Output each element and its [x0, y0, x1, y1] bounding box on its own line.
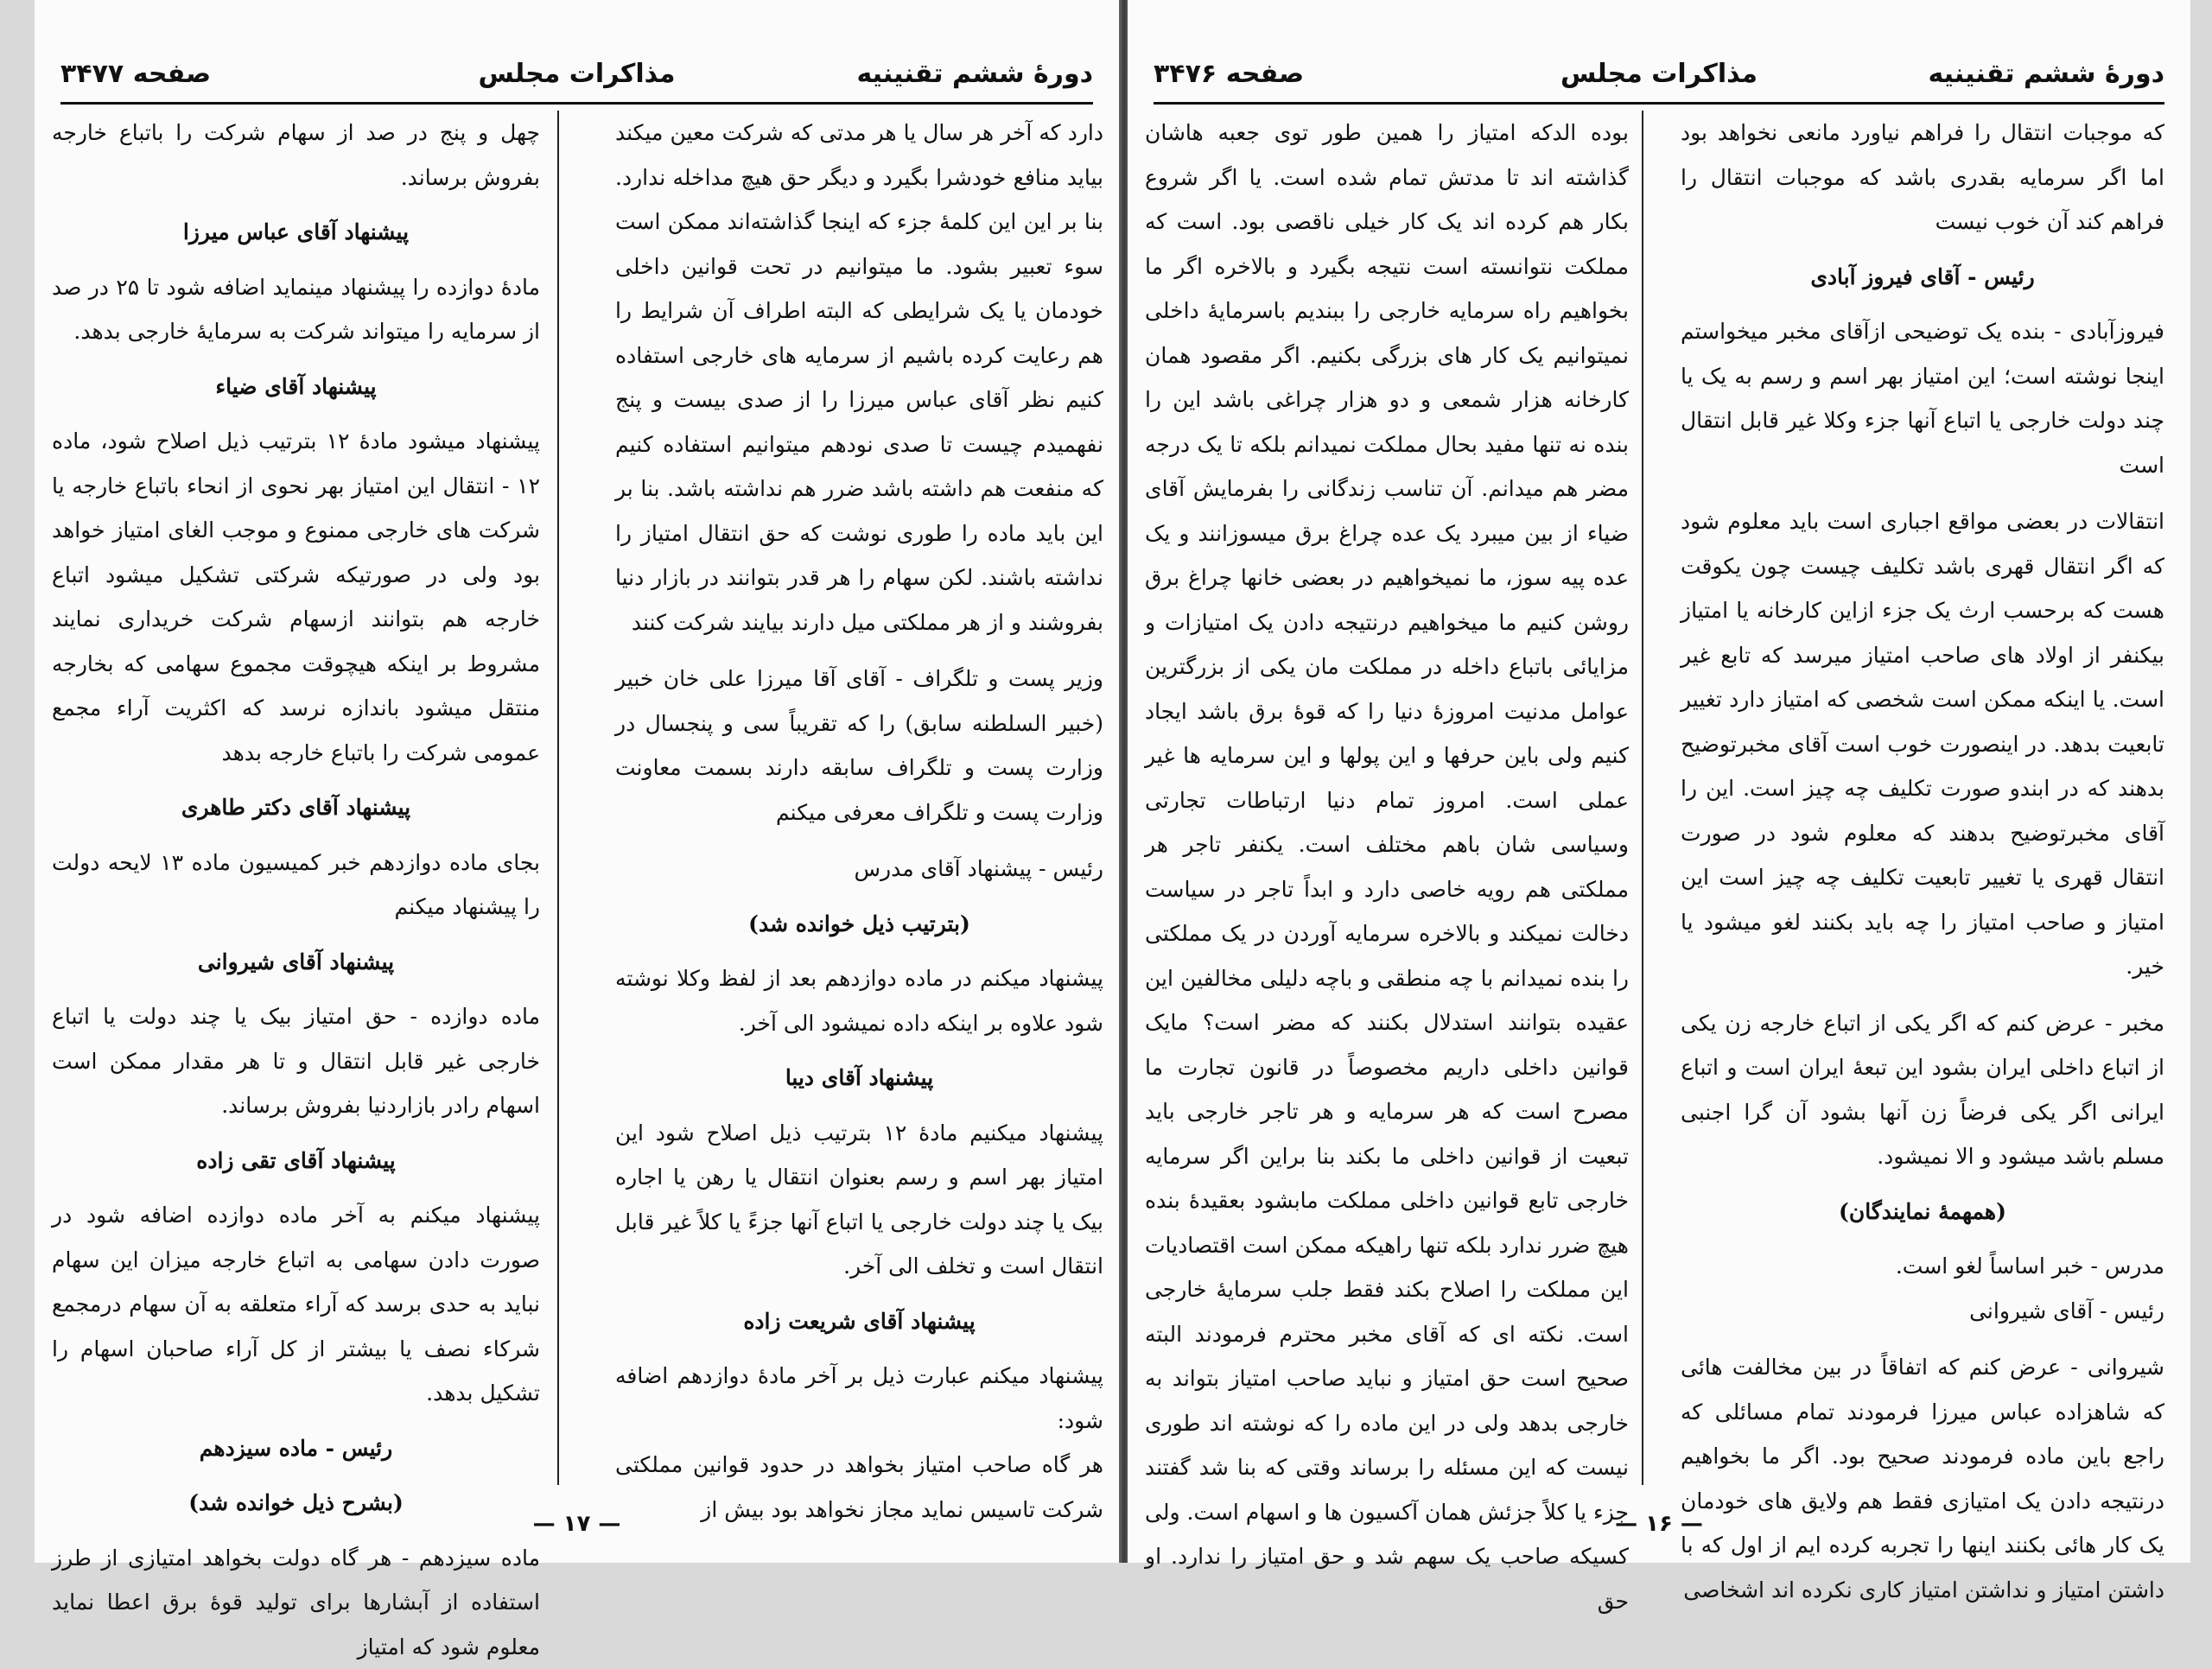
right-header-title: مذاکرات مجلس	[1560, 59, 1758, 89]
section-heading: پیشنهاد آقای دکتر طاهری	[52, 785, 540, 830]
text-paragraph: بوده الدکه امتیاز را همین طور توی جعبه هاشان گذاشته اند تا مدتش تمام شده است. یا اگر شروع بکار هم کرده اند یک کار خیلی ناقصی بود. است که مملکت نتوانسته است نتیجه بگیرد و بالاخره اگر ما بخواهیم راه سرمایه خارجی را ببندیم باسرمایهٔ داخلی نمیتوانیم یک کار های بزرگی بکنیم. اگر مقصود همان کارخانه هزار شمعی و دو هزار چراغی باشد این را بنده نه تنها مفید بحال مملکت نمیدانم بلکه تا یک درجه مضر هم میدانم. آن تناسب زندگانی را بفرمایش آقای ضیاء از بین میبرد یک عده چراغ برق میسوزانند و یک عده پیه سوز، ما نمیخواهیم در بعضی خانها چراغ برق روشن کنیم ما میخواهیم درنتیجه دادن یک امتیازات و مزایائی باتباع داخله در مملکت مان یکی از بزرگترین عوامل مدنیت امروزهٔ دنیا را که قوهٔ برق باشد ایجاد کنیم ولی باین حرفها و این پولها و این سرمایه ها غیر عملی است. امروز تمام دنیا ارتباطات تجارتی وسیاسی شان باهم مختلف است. یکنفر تاجر هر مملکتی هم رویه خاصی دارد و ابداً تاجر در سیاست دخالت نمیکند و بالاخره سرمایه آوردن در یک مملکتی را بنده نمیدانم با چه منطقی و باچه دلیلی مخالفین این عقیده بتوانند استدلال بکنند که مضر است؟ مایک قوانین داخلی داریم مخصوصاً در قانون تجارت ما مصرح است که هر سرمایه و هر تاجر خارجی باید تبعیت از قوانین داخلی ما بکند بنا براین اگر سرمایه خارجی تابع قوانین داخلی مملکت مابشود بعقیدهٔ بنده هیچ ضرر ندارد بلکه تنها راهیکه ممکن است اقتصادیات این مملکت را اصلاح بکند فقط جلب سرمایهٔ خارجی است. نکته ای که آقای مخبر محترم فرمودند البته صحیح است حق امتیاز و نباید صاحب امتیاز بتواند به خارجی بدهد ولی در این ماده را که نوشته اند طوری نیست که این مسئله را برساند وقتی که بنا شد گفتند جزء یا کلاً جزئش همان آکسیون ها و اسهام است. ولی کسیکه صاحب یک سهم شد و حق امتیاز را ندارد. او حق	[1145, 111, 1629, 1623]
right-page-column-right	[1681, 111, 2164, 1494]
text-paragraph: بجای ماده دوازدهم خبر کمیسیون ماده ۱۳ لایحه دولت را پیشنهاد میکنم	[52, 841, 540, 930]
section-heading: (همهمهٔ نمایندگان)	[1681, 1190, 2164, 1234]
section-heading: (بترتیب ذیل خوانده شد)	[615, 902, 1103, 947]
left-header-rule	[60, 102, 1093, 105]
left-page-column-right	[615, 111, 1103, 1494]
text-paragraph: پیشنهاد میشود مادهٔ ۱۲ بترتیب ذیل اصلاح شود، ماده ۱۲ - انتقال این امتیاز بهر نحوی از انحاء باتباع خارجه یا شرکت های خارجی ممنوع و موجب الغای امتیاز خواهد بود ولی در صورتیکه شرکتی تشکیل میشود اتباع خارجه هم بتوانند ازسهام شرکت خریداری نمایند مشروط بر اینکه هیچوقت مجموع سهامی که بخارجه منتقل میشود باندازه نرسد که اکثریت آراء مجمع عمومی شرکت را باتباع خارجه بدهد	[52, 419, 540, 775]
section-heading: پیشنهاد آقای دیبا	[615, 1056, 1103, 1101]
right-page-header	[1154, 52, 2164, 104]
text-paragraph: پیشنهاد میکنم عبارت ذیل بر آخر مادهٔ دوازدهم اضافه شود:	[615, 1354, 1103, 1443]
text-paragraph: مادهٔ دوازده را پیشنهاد مینماید اضافه شود تا ۲۵ در صد از سرمایه را میتواند شرکت به سرمایهٔ خارجی بدهد.	[52, 265, 540, 354]
speech-paragraph: شیروانی - عرض کنم که اتفاقاً در بین مخالفت هائی که شاهزاده عباس میرزا فرمودند تمام مسائلی که راجع باین ماده فرمودند صحیح بود. اگر ما بخواهیم درنتیجه دادن یک امتیازی فقط هم ولایق های خودمان یک کار هائی بکنند اینها را تجربه کرده ایم از اول که با داشتن امتیاز و نداشتن امتیاز کاری نکرده اند اشخاصی	[1681, 1345, 2164, 1612]
section-heading: پیشنهاد آقای شیروانی	[52, 940, 540, 985]
left-page	[35, 0, 1119, 1563]
section-heading: پیشنهاد آقای تقی زاده	[52, 1139, 540, 1184]
left-page-footer-number: — ۱۷ —	[35, 1511, 1119, 1537]
text-paragraph: ماده سیزدهم - هر گاه دولت بخواهد امتیازی از طرز استفاده از آبشارها برای تولید قوهٔ برق اعطا نماید معلوم شود که امتیاز	[52, 1536, 540, 1669]
left-header-page-number: صفحه ۳۴۷۷	[60, 59, 211, 89]
right-header-page-number: صفحه ۳۴۷۶	[1154, 59, 1304, 89]
speech-paragraph: مخبر - عرض کنم که اگر یکی از اتباع خارجه زن یکی از اتباع داخلی ایران بشود این تبعهٔ ایران است و اتباع ایرانی اگر یکی فرضاً زن آنها بشود آن گرا اجنبی مسلم باشد میشود و الا نمیشود.	[1681, 1001, 2164, 1179]
left-page-column-left	[52, 111, 540, 1494]
text-paragraph: چهل و پنج در صد از سهام شرکت را باتباع خارجه بفروش برساند.	[52, 111, 540, 200]
text-paragraph: ماده دوازده - حق امتیاز بیک یا چند دولت یا اتباع خارجی غیر قابل انتقال و تا هر مقدار ممکن است اسهام رادر بازاردنیا بفروش برساند.	[52, 994, 540, 1128]
right-page	[1128, 0, 2190, 1563]
speech-paragraph: رئیس - پیشنهاد آقای مدرس	[615, 847, 1103, 892]
left-page-header	[60, 52, 1093, 104]
text-paragraph: مدرس - خبر اساساً لغو است.	[1681, 1244, 2164, 1289]
right-page-column-left	[1145, 111, 1629, 1494]
section-heading: پیشنهاد آقای عباس میرزا	[52, 210, 540, 255]
left-header-title: مذاکرات مجلس	[478, 59, 675, 89]
right-header-session: دورهٔ ششم تقنینیه	[1928, 59, 2164, 89]
text-paragraph: رئیس - آقای شیروانی	[1681, 1289, 2164, 1334]
right-header-rule	[1154, 102, 2164, 105]
section-heading: رئیس - آقای فیروز آبادی	[1681, 255, 2164, 300]
section-heading: (بشرح ذیل خوانده شد)	[52, 1481, 540, 1526]
left-header-session: دورهٔ ششم تقنینیه	[856, 59, 1093, 89]
section-heading: رئیس - ماده سیزدهم	[52, 1426, 540, 1471]
text-paragraph: پیشنهاد میکنم در ماده دوازدهم بعد از لفظ وکلا نوشته شود علاوه بر اینکه داده نمیشود الی آخر.	[615, 956, 1103, 1045]
text-paragraph: پیشنهاد میکنیم مادهٔ ۱۲ بترتیب ذیل اصلاح شود این امتیاز بهر اسم و رسم بعنوان انتقال یا رهن یا اجاره بیک یا چند دولت خارجی یا اتباع آنها جزءً یا کلاً غیر قابل انتقال است و تخلف الی آخر.	[615, 1111, 1103, 1289]
section-heading: پیشنهاد آقای شریعت زاده	[615, 1299, 1103, 1344]
right-page-footer-number: — ۱۶ —	[1128, 1511, 2190, 1537]
speech-paragraph: انتقالات در بعضی مواقع اجباری است باید معلوم شود که اگر انتقال قهری باشد تکلیف چیست چون یکوقت هست که برحسب ارث یک جزء ازاین کارخانه یا امتیاز بیکنفر از اولاد های صاحب امتیاز میرسد که تابع غیر است. یا اینکه ممکن است شخصی که امتیاز دارد تغییر تابعیت بدهد. در اینصورت خوب است آقای مخبرتوضیح بدهند که در ابندو صورت تکلیف چه چیز است. این را آقای مخبرتوضیح بدهند که معلوم شود در صورت انتقال قهری یا تغییر تابعیت تکلیف چه چیز است این امتیاز و صاحب امتیاز را چه باید بکنند لغو میشود یا خیر.	[1681, 499, 2164, 989]
left-column-divider	[557, 111, 559, 1485]
right-column-divider	[1642, 111, 1643, 1485]
text-paragraph: که موجبات انتقال را فراهم نیاورد مانعی نخواهد بود اما اگر سرمایه بقدری باشد که موجبات انتقال را فراهم کند آن خوب نیست	[1681, 111, 2164, 244]
speech-paragraph: وزیر پست و تلگراف - آقای آقا میرزا علی خان خبیر (خبیر السلطنه سابق) را که تقریباً سی و پنجسال در وزارت پست و تلگراف سابقه دارند بسمت معاونت وزارت پست و تلگراف معرفی میکنم	[615, 657, 1103, 834]
section-heading: پیشنهاد آقای ضیاء	[52, 365, 540, 409]
text-paragraph: پیشنهاد میکنم به آخر ماده دوازده اضافه شود در صورت دادن سهامی به اتباع خارجه میزان این سهام نباید به حدی برسد که آراء متعلقه به آن سهام درمجمع شرکاء نصف یا بیشتر از کل آراء صاحبان اسهام را تشکیل بدهد.	[52, 1193, 540, 1416]
text-paragraph: فیروزآبادی - بنده یک توضیحی ازآقای مخبر میخواستم اینجا نوشته است؛ این امتیاز بهر اسم و رسم به یک یا چند دولت خارجی یا اتباع آنها جزء وکلا غیر قابل انتقال است	[1681, 309, 2164, 487]
text-paragraph: دارد که آخر هر سال یا هر مدتی که شرکت معین میکند بیاید منافع خودشرا بگیرد و دیگر حق هیچ مداخله ندارد. بنا بر این این کلمهٔ جزء که اینجا گذاشته‌اند ممکن است سوء تعبیر بشود. ما میتوانیم در تحت قوانین داخلی خودمان یا یک شرایطی که البته اطراف آن شرایط را هم رعایت کرده باشیم از سرمایه های خارجی استفاده کنیم نظر آقای عباس میرزا را از صدی بیست و پنج نفهمیدم چیست تا صدی نودهم میتوانیم استفاده کنیم که منفعت هم داشته باشد ضرر هم نداشته باشد. بنا بر این باید ماده را طوری نوشت که حق انتقال امتیاز را نداشته باشند. لکن سهام را هر قدر بتوانند در بازار دنیا بفروشند و از هر مملکتی میل دارند بیایند شرکت کنند	[615, 111, 1103, 644]
text-paragraph: هر گاه صاحب امتیاز بخواهد در حدود قوانین مملکتی شرکت تاسیس نماید مجاز نخواهد بود بیش از	[615, 1443, 1103, 1532]
